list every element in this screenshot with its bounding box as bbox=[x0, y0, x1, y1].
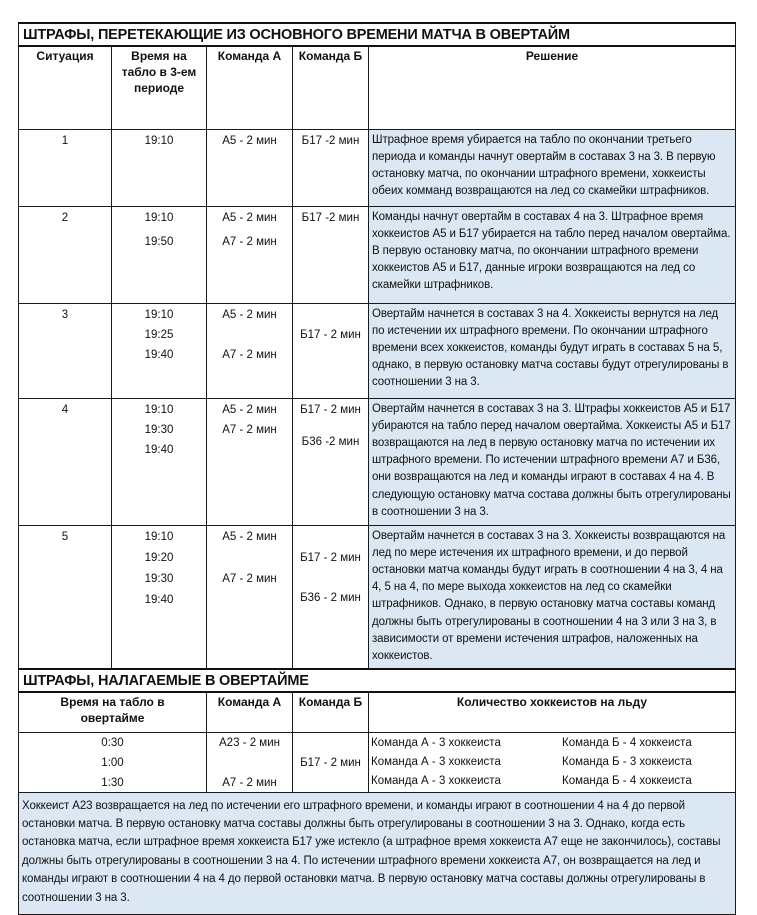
penalty-a: А23 - 2 мин bbox=[219, 736, 280, 749]
table-row bbox=[19, 206, 736, 303]
time-cell bbox=[112, 525, 207, 669]
count-row bbox=[369, 734, 735, 753]
decision-text: Штрафное время убирается на табло по окончании третьего периода и команды начнут овертайм в составах 3 на 3. В первую остановку матча, по окончании штрафного времени, хоккеисты обеих комманд возвращаются на лед со скамейки штрафников. bbox=[369, 129, 736, 206]
count-team-b: Команда Б - 4 хоккеиста bbox=[562, 736, 692, 749]
penalty-b: Б36 - 2 мин bbox=[300, 591, 361, 604]
team-b-cell bbox=[293, 206, 369, 303]
header-time bbox=[112, 46, 207, 129]
decision-text: Овертайм начнется в составах 3 на 3. Штрафы хоккеистов А5 и Б17 убираются на табло перед началом овертайма. Хоккеисты А5 и Б17 возвращаются на лед в первую остановку матча по истечении их штрафного времени. По истечении штрафного времени А7 и Б36, они возвращаются на лед и команды играют в составах 4 на 4. В следующую остановку матча состава должны быть отрегулированы в соотношении 3 на 3. bbox=[369, 398, 736, 525]
header-team-a: Команда А bbox=[207, 46, 293, 129]
table-row bbox=[19, 398, 736, 525]
header-ot-time-line-1: Время на табло в bbox=[60, 695, 165, 710]
penalty-b: Б17 - 2 мин bbox=[300, 403, 361, 416]
penalty-b: Б17 - 2 мин bbox=[300, 328, 361, 341]
team-a-cell bbox=[207, 303, 293, 398]
overtime-note: Хоккеист А23 возвращается на лед по истечении его штрафного времени, и команды играют в соотношении 4 на 4 до первой остановки матча. В первую остановку матча составы должны быть отрегулированы в соотношении 3 на 3. Однако, когда есть остановка матча, если штрафное время хоккеиста Б17 уже истекло (а штрафное время хоккеиста А7 еще не закончилось), составы должны быть отрегулированы в соотношении 3 на 4. По истечении штрафного времени хоккеиста А7, он возвращается на лед и команды играют в соотношении 4 на 4 до первой остановки матча. В первую остановку матча составы должны отрегулированы в соотношении 3 на 3. bbox=[19, 792, 736, 914]
time-value: 1:30 bbox=[101, 776, 124, 789]
overtime-penalties-table bbox=[18, 668, 736, 915]
penalty-a: А7 - 2 мин bbox=[222, 776, 277, 789]
carryover-penalties-table bbox=[18, 22, 736, 669]
section1-title: ШТРАФЫ, ПЕРЕТЕКАЮЩИЕ ИЗ ОСНОВНОГО ВРЕМЕНИ МАТЧА В ОВЕРТАЙМ bbox=[19, 23, 736, 46]
situation-number: 3 bbox=[19, 303, 112, 398]
time-value: 19:40 bbox=[144, 348, 174, 361]
time-value: 19:10 bbox=[144, 530, 174, 543]
decision-text: Овертайм начнется в составах 3 на 3. Хоккеисты возвращаются на лед по мере истечения их штрафного времени, и до первой остановки матча команды будут играть в соотношении 4 на 3, 4 на 4, 5 на 4, по мере выхода хоккеистов на лед со скамейки штрафников. Однако, в первую остановку матча составы команд должны быть отрегулированы в соотношении 4 на 3 или 3 на 3, в зависимости от времени истечения штрафов, наложенных на хоккеистов. bbox=[369, 525, 736, 669]
time-value: 19:40 bbox=[144, 443, 174, 456]
rules-document bbox=[18, 22, 735, 915]
situation-number: 4 bbox=[19, 398, 112, 525]
penalty-b: Б17 - 2 мин bbox=[300, 756, 361, 769]
header-time-line-2: табло в 3-ем bbox=[121, 65, 197, 79]
table-row bbox=[19, 732, 736, 792]
time-cell bbox=[112, 129, 207, 206]
time-value: 19:10 bbox=[144, 403, 174, 416]
header-player-count: Количество хоккеистов на льду bbox=[369, 692, 736, 732]
time-value: 19:30 bbox=[144, 572, 174, 585]
situation-number: 5 bbox=[19, 525, 112, 669]
header-team-b: Команда Б bbox=[293, 46, 369, 129]
ot-team-b-cell bbox=[293, 732, 369, 792]
penalty-a: А7 - 2 мин bbox=[222, 235, 277, 248]
penalty-a: А5 - 2 мин bbox=[222, 134, 277, 147]
time-value: 19:40 bbox=[144, 593, 174, 606]
header-situation: Ситуация bbox=[19, 46, 112, 129]
penalty-a: А5 - 2 мин bbox=[222, 308, 277, 321]
count-team-b: Команда Б - 4 хоккеиста bbox=[562, 774, 692, 787]
time-value: 19:10 bbox=[144, 211, 174, 224]
situation-number: 1 bbox=[19, 129, 112, 206]
penalty-b: Б17 -2 мин bbox=[301, 211, 360, 224]
count-team-a: Команда А - 3 хоккеиста bbox=[371, 774, 501, 787]
penalty-a: А7 - 2 мин bbox=[222, 348, 277, 361]
time-value: 19:20 bbox=[144, 551, 174, 564]
header-ot-time bbox=[19, 692, 207, 732]
penalty-a: А7 - 2 мин bbox=[222, 572, 277, 585]
penalty-a: А7 - 2 мин bbox=[222, 423, 277, 436]
time-cell bbox=[112, 206, 207, 303]
penalty-a: А5 - 2 мин bbox=[222, 530, 277, 543]
team-b-cell bbox=[293, 398, 369, 525]
header-time-line-1: Время на bbox=[131, 49, 187, 63]
count-team-a: Команда А - 3 хоккеиста bbox=[371, 736, 501, 749]
decision-text: Команды начнут овертайм в составах 4 на 3. Штрафное время хоккеистов А5 и Б17 убирается на табло перед началом овертайма. В первую остановку матча, по окончании штрафного времени хоккеистов А5 и Б17, данные игроки возвращаются на лед со скамейки штрафников. bbox=[369, 206, 736, 303]
header-ot-team-b: Команда Б bbox=[293, 692, 369, 732]
team-b-cell bbox=[293, 303, 369, 398]
section2-title: ШТРАФЫ, НАЛАГАЕМЫЕ В ОВЕРТАЙМЕ bbox=[19, 669, 736, 692]
penalty-a: А5 - 2 мин bbox=[222, 403, 277, 416]
ot-team-a-cell bbox=[207, 732, 293, 792]
count-row bbox=[369, 772, 735, 791]
penalty-a: А5 - 2 мин bbox=[222, 211, 277, 224]
time-value: 19:25 bbox=[144, 328, 174, 341]
time-cell bbox=[112, 303, 207, 398]
time-value: 0:30 bbox=[101, 736, 124, 749]
penalty-b: Б17 -2 мин bbox=[301, 134, 360, 147]
time-value: 19:30 bbox=[144, 423, 174, 436]
team-a-cell bbox=[207, 398, 293, 525]
header-time-line-3: периоде bbox=[133, 81, 185, 95]
header-decision: Решение bbox=[369, 46, 736, 129]
table-row bbox=[19, 129, 736, 206]
penalty-b: Б17 - 2 мин bbox=[300, 551, 361, 564]
player-count-cell bbox=[369, 732, 736, 792]
penalty-b: Б36 -2 мин bbox=[301, 435, 360, 448]
time-value: 19:10 bbox=[144, 134, 174, 147]
situation-number: 2 bbox=[19, 206, 112, 303]
table-row bbox=[19, 525, 736, 669]
time-value: 1:00 bbox=[101, 756, 124, 769]
count-row bbox=[369, 753, 735, 772]
team-a-cell bbox=[207, 206, 293, 303]
ot-time-cell bbox=[19, 732, 207, 792]
header-ot-time-line-2: овертайме bbox=[80, 711, 145, 726]
header-ot-team-a: Команда А bbox=[207, 692, 293, 732]
time-value: 19:50 bbox=[144, 235, 174, 248]
team-a-cell bbox=[207, 525, 293, 669]
team-b-cell bbox=[293, 129, 369, 206]
team-b-cell bbox=[293, 525, 369, 669]
table-row bbox=[19, 303, 736, 398]
time-cell bbox=[112, 398, 207, 525]
decision-text: Овертайм начнется в составах 3 на 4. Хоккеисты вернутся на лед по истечении их штрафного времени. По окончании штрафного времени всех хоккеистов, команды будут играть в составах 5 на 5, однако, в первую остановку матча составы будут отрегулированы в соотношении 3 на 3. bbox=[369, 303, 736, 398]
count-team-b: Команда Б - 3 хоккеиста bbox=[562, 755, 692, 768]
count-team-a: Команда А - 3 хоккеиста bbox=[371, 755, 501, 768]
team-a-cell bbox=[207, 129, 293, 206]
time-value: 19:10 bbox=[144, 308, 174, 321]
